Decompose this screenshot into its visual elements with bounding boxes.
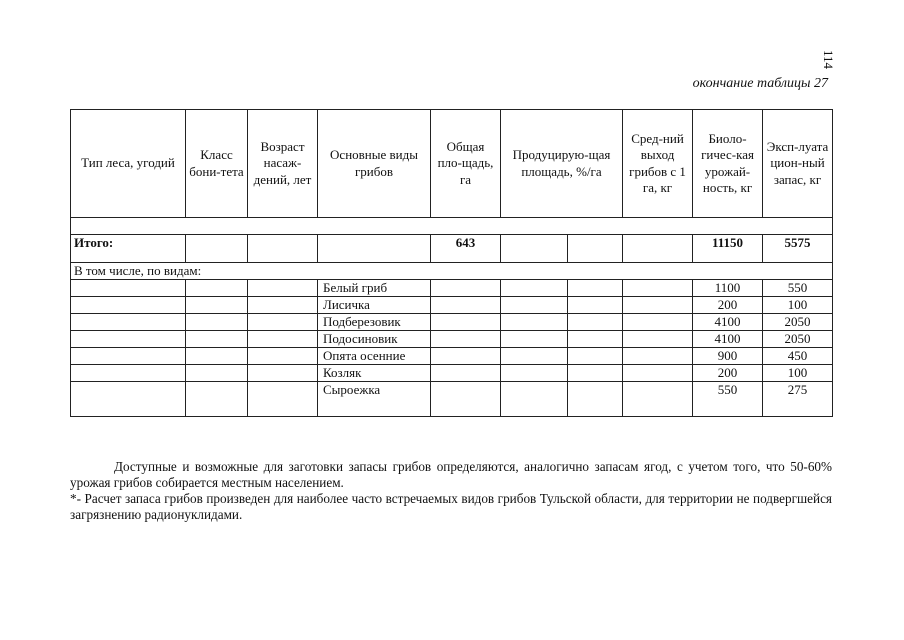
total-bio: 11150: [693, 235, 763, 263]
cell: [623, 314, 693, 331]
cell: [568, 348, 623, 365]
header-expl: Эксп-луата цион-ный запас, кг: [763, 110, 833, 218]
expl-value: 550: [763, 280, 833, 297]
cell: [501, 382, 568, 417]
total-expl: 5575: [763, 235, 833, 263]
cell: [623, 235, 693, 263]
header-area: Общая пло-щадь, га: [431, 110, 501, 218]
table-row: [71, 382, 833, 417]
expl-value: 100: [763, 297, 833, 314]
species-name: Сыроежка: [318, 382, 431, 417]
cell: [501, 297, 568, 314]
table-row: [71, 280, 833, 297]
table-row: [71, 297, 833, 314]
species-name: Подосиновик: [318, 331, 431, 348]
bio-value: 1100: [693, 280, 763, 297]
cell: [623, 348, 693, 365]
cell: [186, 331, 248, 348]
species-rows: [71, 280, 833, 417]
cell: [501, 348, 568, 365]
cell: [186, 314, 248, 331]
species-name: Подберезовик: [318, 314, 431, 331]
cell: [431, 365, 501, 382]
cell: [623, 331, 693, 348]
total-row: [71, 235, 833, 263]
cell: [431, 331, 501, 348]
cell: [501, 280, 568, 297]
header-yield: Сред-ний выход грибов с 1 га, кг: [623, 110, 693, 218]
total-label: Итого:: [71, 235, 186, 263]
cell: [431, 382, 501, 417]
bio-value: 200: [693, 297, 763, 314]
cell: [431, 280, 501, 297]
cell: [248, 297, 318, 314]
total-area: 643: [431, 235, 501, 263]
cell: [186, 280, 248, 297]
bio-value: 550: [693, 382, 763, 417]
cell: [623, 280, 693, 297]
header-productive-area: Продуцирую-щая площадь, %/га: [501, 110, 623, 218]
table-row: [71, 365, 833, 382]
page-number: 114: [821, 50, 836, 70]
cell: [623, 382, 693, 417]
cell: [71, 382, 186, 417]
bio-value: 4100: [693, 314, 763, 331]
expl-value: 100: [763, 365, 833, 382]
paragraph-footnote: *- Расчет запаса грибов произведен для наиболее часто встречаемых видов грибов Тульской области, для территории не подвергшейся загрязнению радионуклидами.: [70, 491, 832, 522]
cell: [71, 297, 186, 314]
cell: [501, 365, 568, 382]
cell: [568, 331, 623, 348]
cell: [318, 235, 431, 263]
species-name: Лисичка: [318, 297, 431, 314]
species-name: Белый гриб: [318, 280, 431, 297]
cell: [501, 314, 568, 331]
cell: [186, 235, 248, 263]
table-row: [71, 348, 833, 365]
subheading-row: [71, 263, 833, 280]
cell: [248, 235, 318, 263]
species-name: Козляк: [318, 365, 431, 382]
subheading: В том числе, по видам:: [71, 263, 833, 280]
cell: [248, 382, 318, 417]
cell: [501, 331, 568, 348]
cell: [568, 365, 623, 382]
cell: [431, 348, 501, 365]
expl-value: 450: [763, 348, 833, 365]
cell: [568, 297, 623, 314]
bio-value: 200: [693, 365, 763, 382]
empty-row: [71, 218, 833, 235]
cell: [71, 314, 186, 331]
empty-cell: [71, 218, 833, 235]
cell: [623, 365, 693, 382]
cell: [431, 297, 501, 314]
header-age: Возраст насаж-дений, лет: [248, 110, 318, 218]
expl-value: 2050: [763, 331, 833, 348]
cell: [623, 297, 693, 314]
cell: [248, 331, 318, 348]
table-row: [71, 331, 833, 348]
bio-value: 4100: [693, 331, 763, 348]
paragraph-availability: Доступные и возможные для заготовки запасы грибов определяются, аналогично запасам ягод, с учетом того, что 50-60% урожая грибов собирается местным населением.: [70, 459, 832, 490]
cell: [71, 365, 186, 382]
cell: [568, 235, 623, 263]
mushroom-table: [70, 109, 833, 417]
cell: [501, 235, 568, 263]
cell: [248, 280, 318, 297]
cell: [186, 297, 248, 314]
header-row: [71, 110, 833, 218]
cell: [568, 314, 623, 331]
cell: [71, 331, 186, 348]
header-class: Класс бони-тета: [186, 110, 248, 218]
table-row: [71, 314, 833, 331]
cell: [568, 382, 623, 417]
cell: [248, 348, 318, 365]
cell: [186, 348, 248, 365]
cell: [248, 314, 318, 331]
expl-value: 2050: [763, 314, 833, 331]
header-species: Основные виды грибов: [318, 110, 431, 218]
cell: [71, 280, 186, 297]
cell: [248, 365, 318, 382]
cell: [568, 280, 623, 297]
header-forest-type: Тип леса, угодий: [71, 110, 186, 218]
cell: [431, 314, 501, 331]
cell: [186, 382, 248, 417]
table-caption: окончание таблицы 27: [692, 76, 828, 91]
cell: [71, 348, 186, 365]
cell: [186, 365, 248, 382]
bio-value: 900: [693, 348, 763, 365]
header-bio: Биоло-гичес-кая урожай-ность, кг: [693, 110, 763, 218]
species-name: Опята осенние: [318, 348, 431, 365]
expl-value: 275: [763, 382, 833, 417]
